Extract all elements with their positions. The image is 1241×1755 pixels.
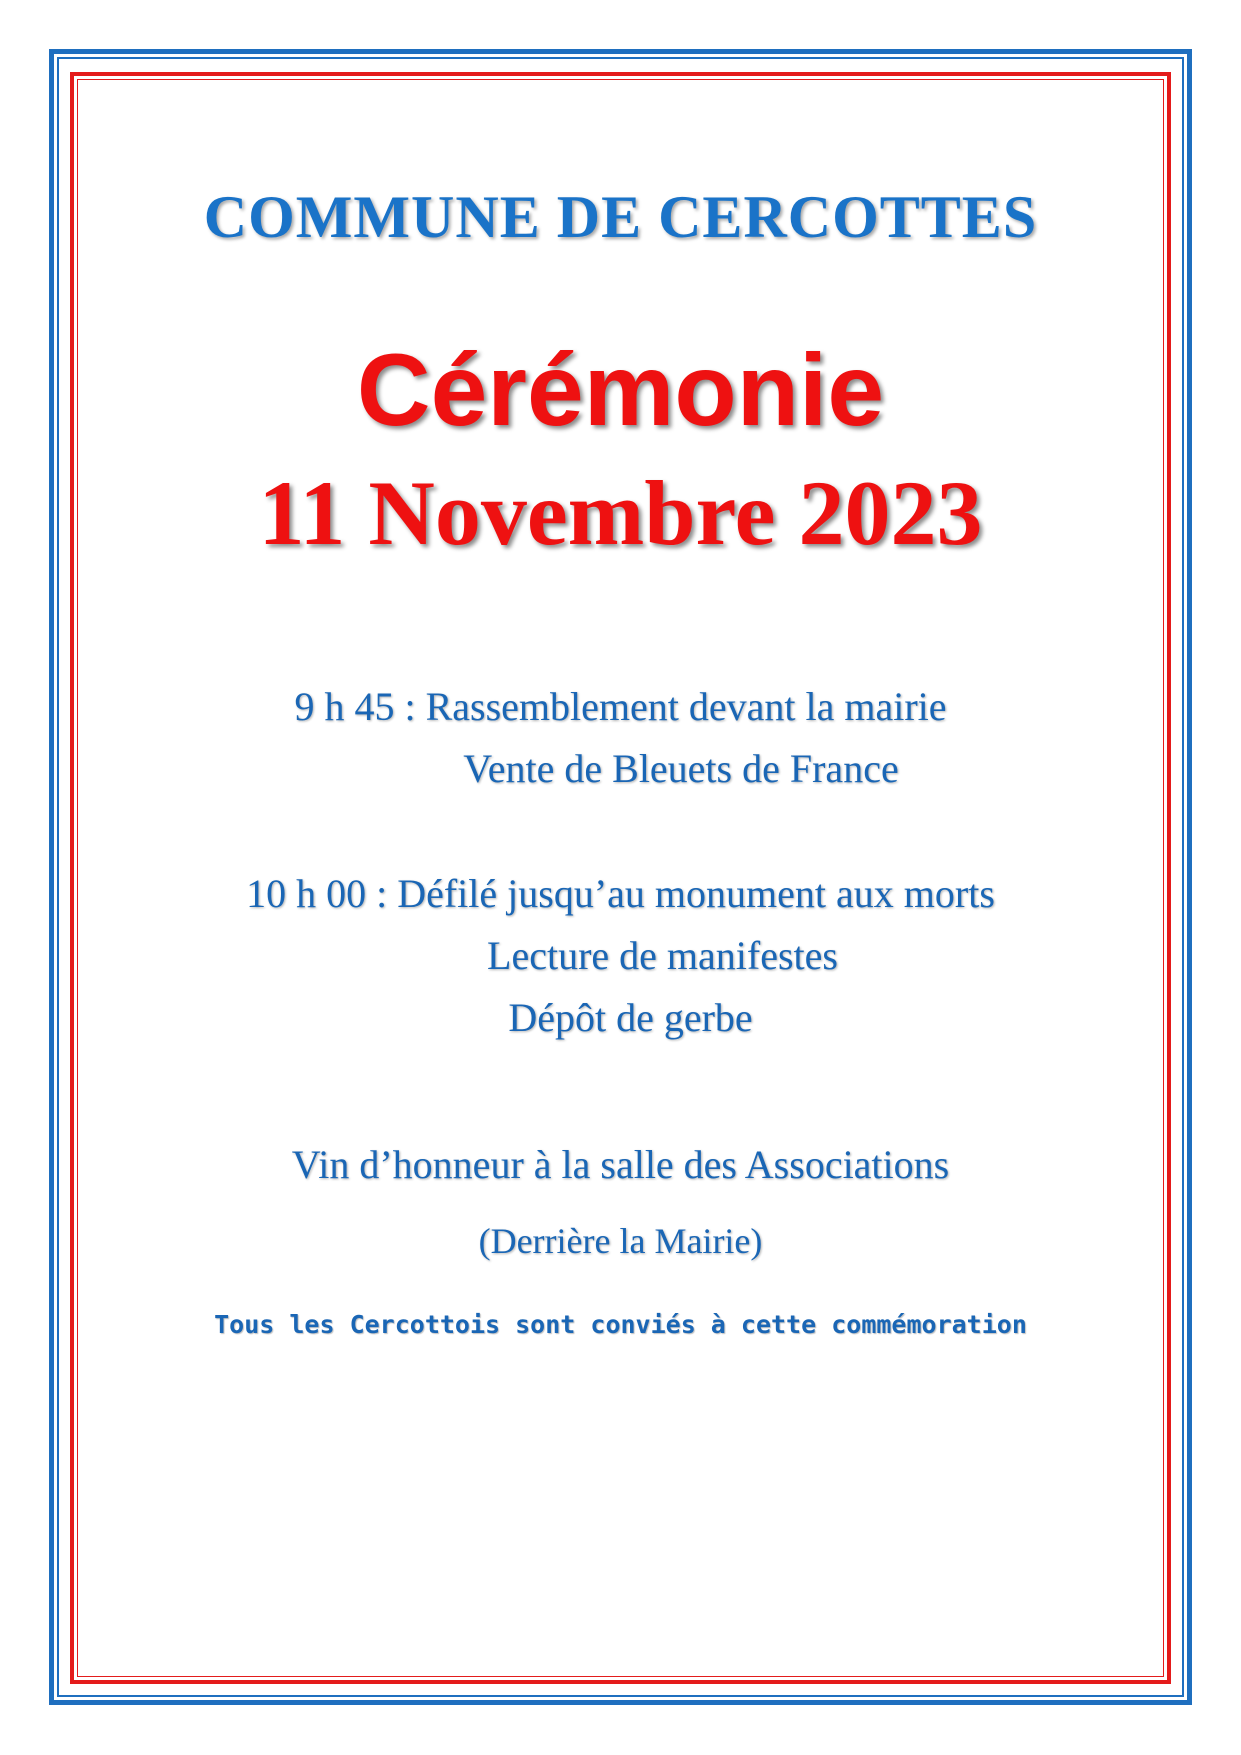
schedule-line-lecture: Lecture de manifestes xyxy=(487,933,838,978)
ceremony-date: 11 Novembre 2023 xyxy=(258,462,983,564)
commune-heading: COMMUNE DE CERCOTTES xyxy=(203,184,1038,250)
ceremony-title: Cérémonie xyxy=(356,333,885,447)
schedule-line-rassemblement: 9 h 45 : Rassemblement devant la mairie xyxy=(294,684,947,729)
reception-line: Vin d’honneur à la salle des Associations xyxy=(291,1142,950,1187)
schedule-line-bleuets: Vente de Bleuets de France xyxy=(463,746,899,791)
reception-note: (Derrière la Mairie) xyxy=(478,1221,763,1261)
invitation-note: Tous les Cercottois sont conviés à cette commémoration xyxy=(214,1310,1027,1339)
schedule-line-defile: 10 h 00 : Défilé jusqu’au monument aux morts xyxy=(246,871,995,916)
schedule-line-gerbe: Dépôt de gerbe xyxy=(508,995,753,1040)
